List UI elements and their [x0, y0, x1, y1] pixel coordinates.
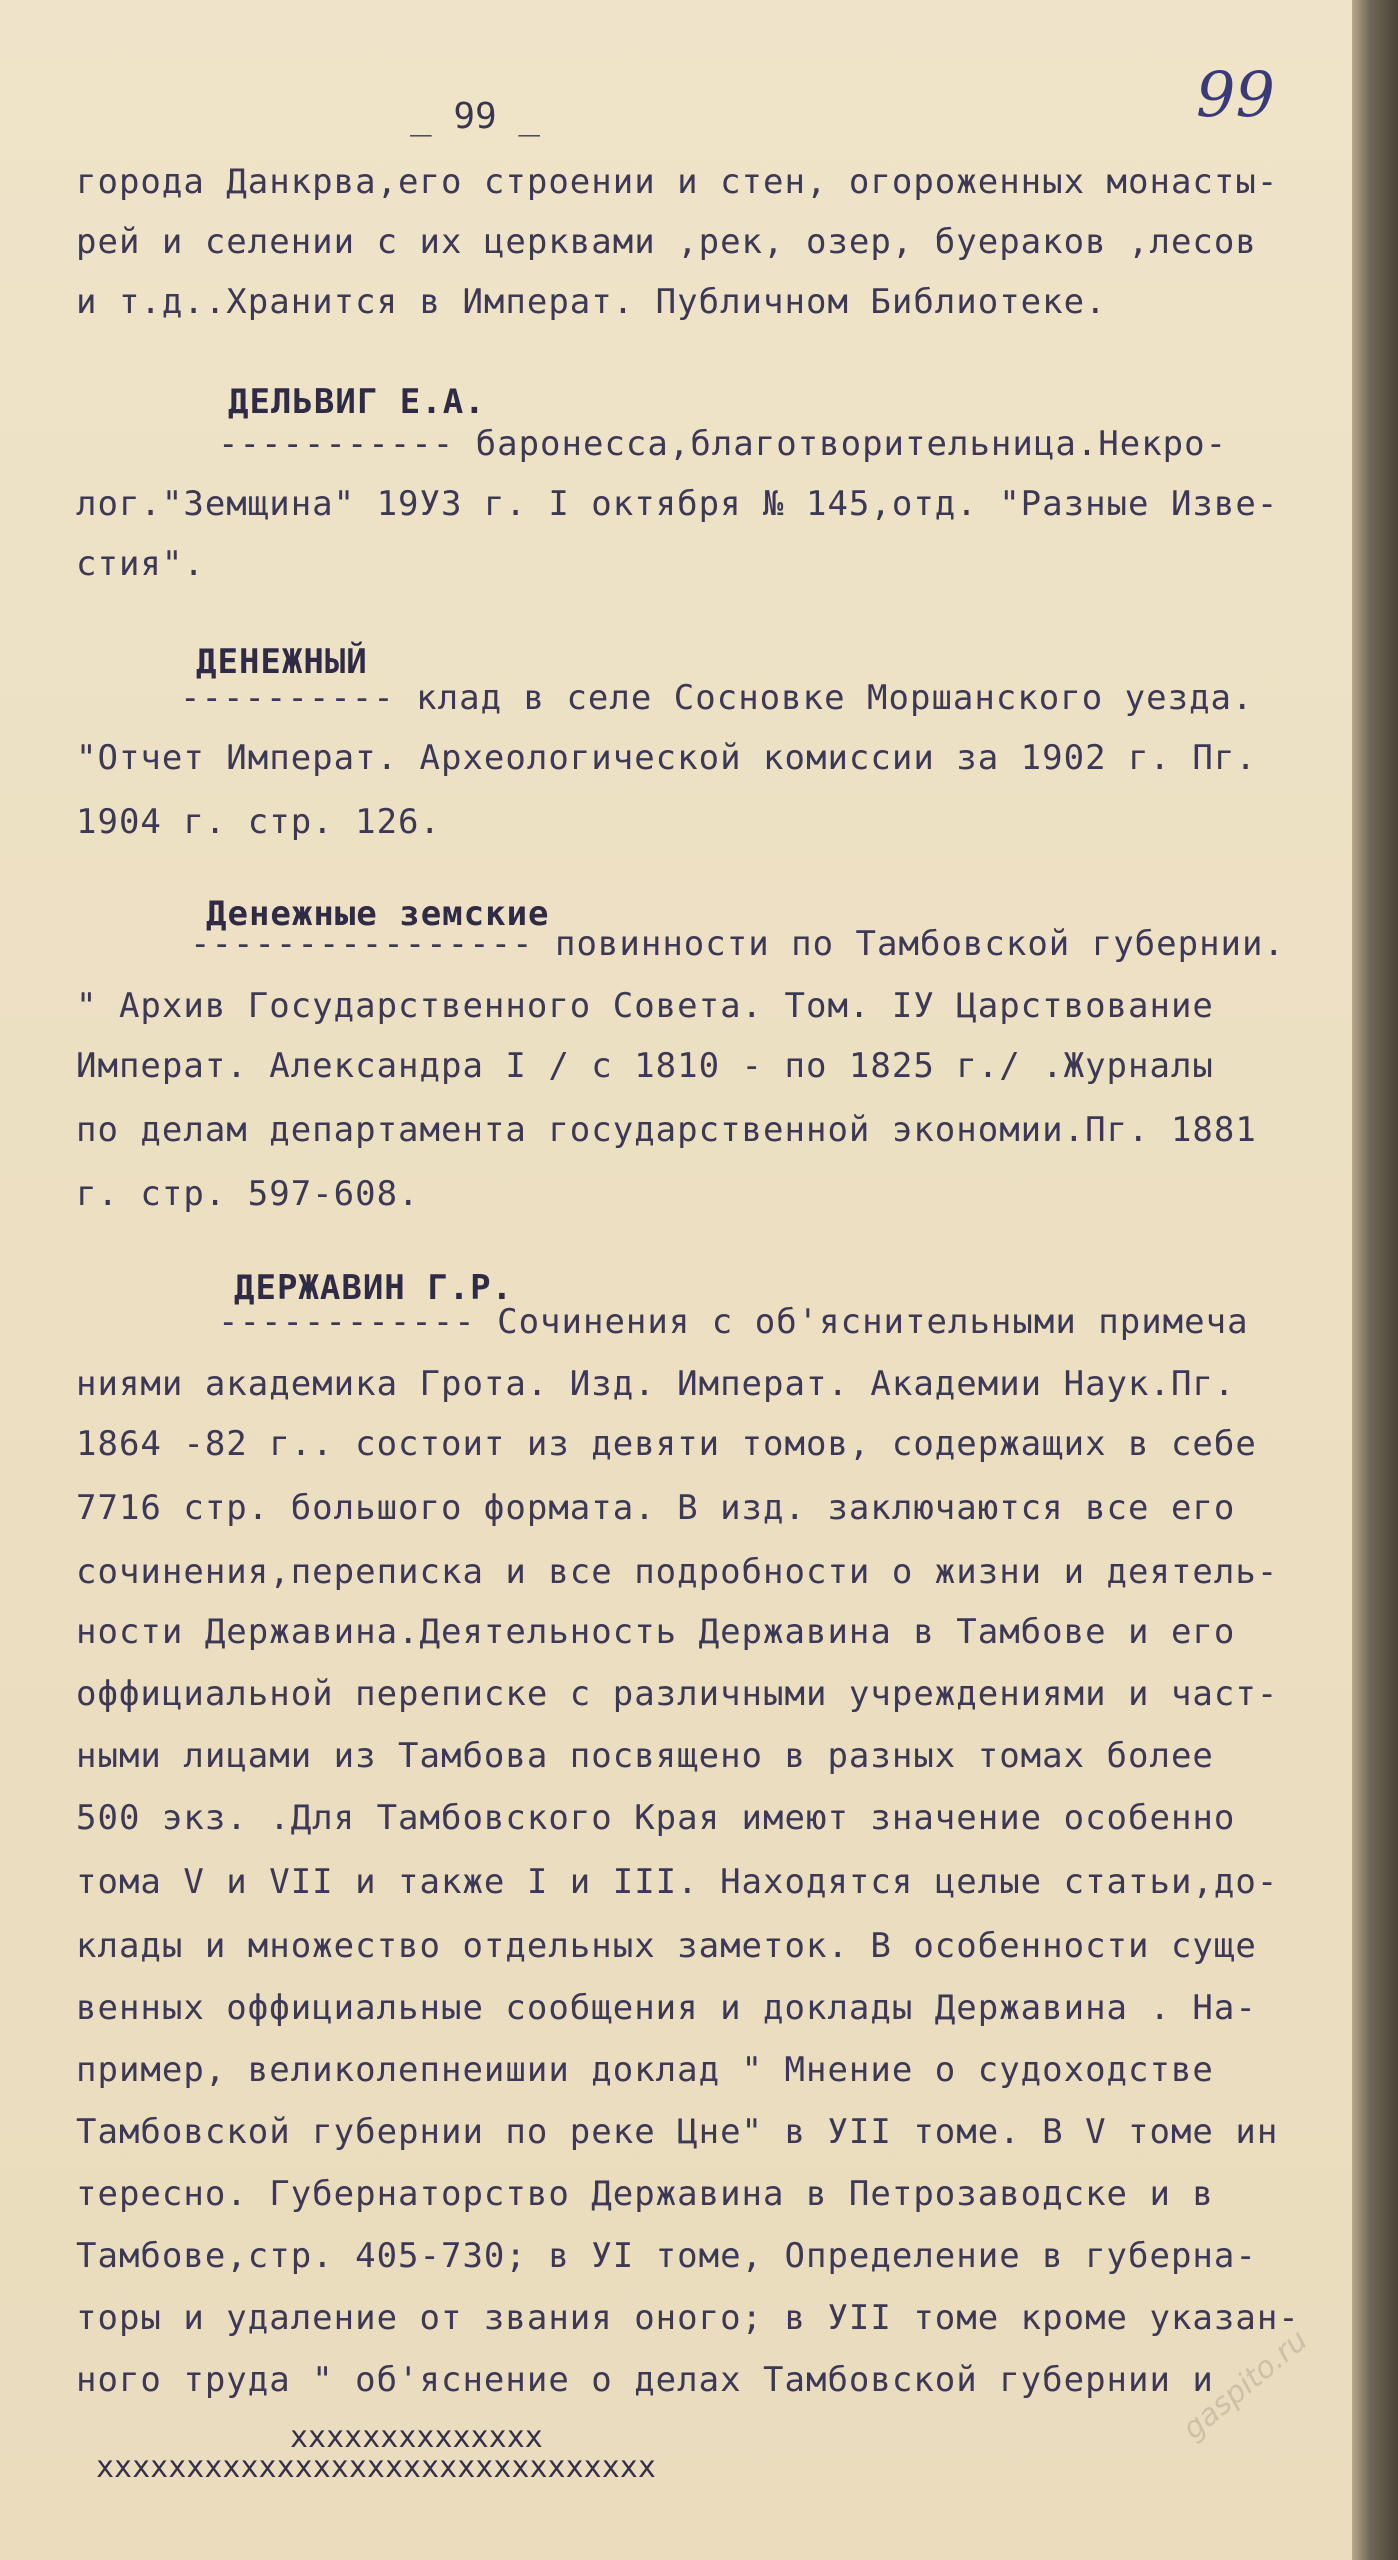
text-line: ниями академика Грота. Изд. Императ. Академии Наук.Пг.: [76, 1364, 1236, 1404]
text-line: ----------- баронесса,благотворительница.Некро-: [218, 424, 1228, 464]
struck-out-line: хххххххххххххх: [290, 2420, 543, 2455]
page-edge: [1352, 0, 1398, 2560]
text-line: и т.д..Хранится в Императ. Публичном Библиотеке.: [76, 282, 1107, 322]
text-line: ного труда " об'яснение о делах Тамбовской губернии и: [76, 2360, 1214, 2400]
text-line: оффициальной переписке с различными учреждениями и част-: [76, 1674, 1279, 1714]
text-line: ными лицами из Тамбова посвящено в разных томах более: [76, 1736, 1214, 1776]
page-number: _ 99 _: [410, 96, 541, 137]
text-line: " Архив Государственного Совета. Том. IУ Царствование: [76, 986, 1214, 1026]
text-line: "Отчет Императ. Археологической комиссии за 1902 г. Пг.: [76, 738, 1257, 778]
text-line: тома V и VII и также I и III. Находятся целые статьи,до-: [76, 1862, 1279, 1902]
text-line: ---------------- повинности по Тамбовской губернии.: [190, 924, 1285, 964]
text-line: 7716 стр. большого формата. В изд. заключаются все его: [76, 1488, 1236, 1528]
text-line: ности Державина.Деятельность Державина в Тамбове и его: [76, 1612, 1236, 1652]
text-line: клады и множество отдельных заметок. В особенности суще: [76, 1926, 1257, 1966]
struck-out-line: ххххххххххххххххххххххххххххххх: [96, 2450, 656, 2485]
entry-heading-derzhavin: ДЕРЖАВИН Г.Р.: [234, 1268, 514, 1308]
entry-heading-denezhny: ДЕНЕЖНЫЙ: [196, 642, 368, 682]
text-line: ---------- клад в селе Сосновке Моршанского уезда.: [180, 678, 1254, 718]
text-line: торы и удаление от звания оного; в УII томе кроме указан-: [76, 2298, 1300, 2338]
text-line: г. стр. 597-608.: [76, 1174, 420, 1214]
text-line: Императ. Александра I / с 1810 - по 1825 г./ .Журналы: [76, 1046, 1214, 1086]
text-line: венных оффициальные сообщения и доклады Державина . На-: [76, 1988, 1257, 2028]
watermark: gaspito.ru: [1176, 2322, 1315, 2447]
text-line: ------------ Сочинения с об'яснительными примеча: [218, 1302, 1249, 1342]
text-line: пример, великолепнеишии доклад " Мнение о судоходстве: [76, 2050, 1214, 2090]
text-line: рей и селении с их церквами ,рек, озер, буераков ,лесов: [76, 222, 1257, 262]
text-line: Тамбовской губернии по реке Цне" в УII томе. В V томе ин: [76, 2112, 1279, 2152]
text-line: 1864 -82 г.. состоит из девяти томов, содержащих в себе: [76, 1424, 1257, 1464]
text-line: лог."Земщина" 19УЗ г. I октября № 145,отд. "Разные Изве-: [76, 484, 1279, 524]
text-line: 1904 г. стр. 126.: [76, 802, 441, 842]
text-line: города Данкрва,его строении и стен, огороженных монасты-: [76, 162, 1279, 202]
text-line: стия".: [76, 544, 205, 584]
text-line: тересно. Губернаторство Державина в Петрозаводске и в: [76, 2174, 1214, 2214]
text-line: по делам департамента государственной экономии.Пг. 1881: [76, 1110, 1257, 1150]
text-line: 500 экз. .Для Тамбовского Края имеют значение особенно: [76, 1798, 1236, 1838]
entry-heading-denezhnye-zemskie: Денежные земские: [206, 894, 550, 934]
text-line: сочинения,переписка и все подробности о жизни и деятель-: [76, 1552, 1279, 1592]
handwritten-page-number: 99: [1196, 58, 1275, 131]
entry-heading-delvig: ДЕЛЬВИГ Е.А.: [228, 382, 486, 422]
text-line: Тамбове,стр. 405-730; в УI томе, Определение в губерна-: [76, 2236, 1257, 2276]
